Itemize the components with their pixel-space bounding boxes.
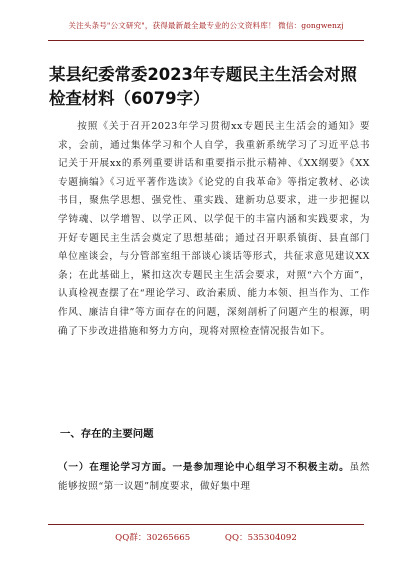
- footer-qq-group: QQ群：30265665: [115, 533, 191, 543]
- intro-section: [58, 118, 370, 341]
- section-heading: 一、存在的主要问题: [60, 428, 154, 440]
- footer-qq: QQ：535304092: [224, 533, 297, 543]
- footer-text: [48, 531, 364, 543]
- footer: [48, 524, 364, 553]
- sub-heading: （一）在理论学习方面。一是参加理论中心组学习不积极主动。: [58, 462, 350, 473]
- sub-paragraph-text: 虽然能够按照“第一议题”制度要求，做好集中理: [58, 462, 371, 492]
- header-banner: [48, 0, 364, 41]
- document-title: 某县纪委常委2023年专题民主生活会对照检查材料（6079字）: [49, 65, 357, 108]
- header-banner-text: 关注头条号"公文研究"，获得最新最全最专业的公文资料库！ 微信：gongwenzj: [68, 21, 344, 30]
- intro-paragraph: 按照《关于召开2023年学习贯彻xx专题民主生活会的通知》要求，会前，通过集体学习和个人自学，我重新系统学习了习近平总书记关于开展xx的系列重要讲话和重要指示批示精神、《XX纲要》《XX专题摘编》《习近平著作选读》《论党的自我革命》等指定教材、必读书目，聚焦学思想、强党性、重实践、建新功总要求，进一步把握以学铸魂、以学增智、以学正风、以学促干的丰富内涵和实践要求，为开好专题民主生活会奠定了思想基础；通过召开职系镇街、县直部门单位座谈会，与分管部室组干部谈心谈话等形式，共征求意见建议XX条；在此基础上，紧扣这次专题民主生活会要求，对照“六个方面”，认真检视查摆了在“理论学习、政治素质、能力本领、担当作为、工作作风、廉洁自律”等方面存在的问题，深刻剖析了问题产生的根源，明确了下步改进措施和努力方向，现将对照检查情况报告如下。: [58, 121, 370, 337]
- sub-paragraph: [58, 459, 370, 496]
